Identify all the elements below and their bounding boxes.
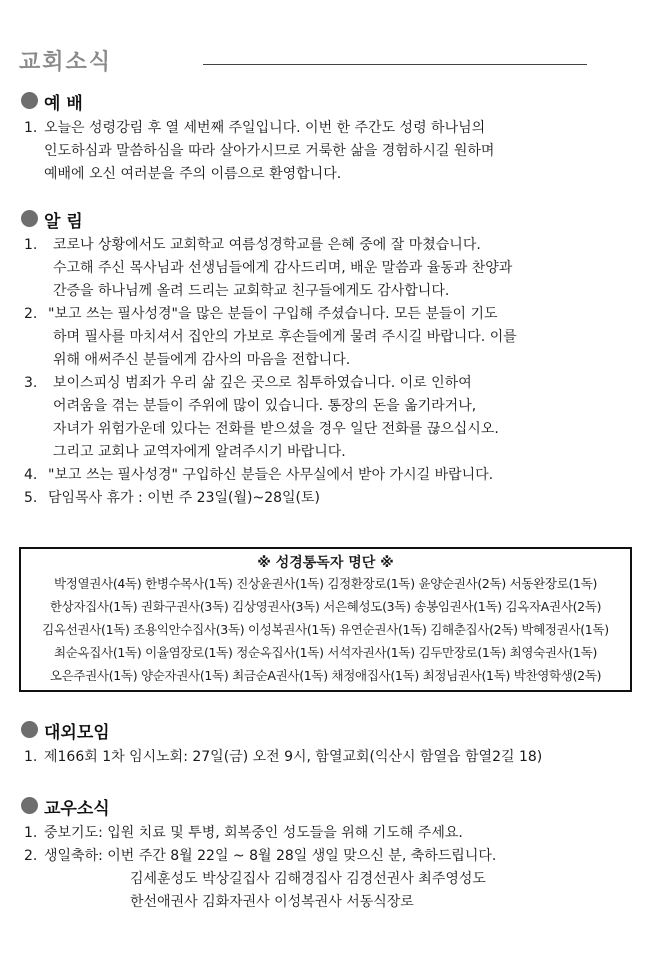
section-external [0,718,655,769]
item-line: 위해 애써주신 분들에게 감사의 마음을 전합니다. [53,352,351,368]
list-item [0,117,655,186]
list-item [0,234,655,303]
page-title: 교회소식 [19,50,113,75]
item-line: 그리고 교회나 교역자에게 알려주시기 바랍니다. [53,444,346,460]
section-members [0,794,655,914]
item-line: 인도하심과 말씀하심을 따라 살아가시므로 거룩한 삶을 경험하시길 원하며 [44,143,495,159]
item-line: 제166회 1차 임시노회: 27일(금) 오전 9시, 함열교회(익산시 함열읍 함열2길 18) [44,749,543,765]
item-line: 한선애권사 김화자권사 이성복권사 서동식장로 [130,894,414,910]
list-item [0,822,655,845]
item-number: 4. [24,467,38,483]
item-number: 1. [24,825,38,841]
section-header [0,89,655,113]
section-notices [0,207,655,510]
item-number: 3. [24,375,38,391]
box-row: 최순옥집사(1독) 이율염장로(1독) 정순옥집사(1독) 서석자권사(1독) 김두만장로(1독) 최영숙권사(1독) [53,645,598,660]
box-row: 박정열권사(4독) 한병수목사(1독) 진상윤권사(1독) 김정환장로(1독) 윤양순권사(2독) 서동완장로(1독) [53,576,598,591]
item-line: 보이스피싱 범죄가 우리 삶 깊은 곳으로 침투하였습니다. 이로 인하여 [53,375,472,391]
section-worship [0,89,655,186]
item-line: 생일축하: 이번 주간 8월 22일 ~ 8월 28일 생일 맞으신 분, 축하드립니다. [44,848,497,864]
item-line: 중보기도: 입원 치료 및 투병, 회복중인 성도들을 위해 기도해 주세요. [44,825,463,841]
section-bullet-icon [21,92,38,109]
item-line: "보고 쓰는 필사성경"을 많은 분들이 구입해 주셨습니다. 모든 분들이 기도 [48,306,498,322]
bible-reading-box [19,547,632,692]
box-row: 오은주권사(1독) 양순자권사(1독) 최금순A권사(1독) 채정애집사(1독) 최정님권사(1독) 박찬영학생(2독) [49,668,602,683]
item-number: 2. [24,306,38,322]
item-line: 예배에 오신 여러분을 주의 이름으로 환영합니다. [44,166,342,182]
box-row: 한상자집사(1독) 권화구권사(3독) 김상영권사(3독) 서은혜성도(3독) 송봉임권사(1독) 김옥자A권사(2독) [49,599,602,614]
list-item [0,372,655,464]
item-line: 수고해 주신 목사님과 선생님들에게 감사드리며, 배운 말씀과 율동과 찬양과 [53,260,513,276]
section-header [0,718,655,742]
section-title: 대외모임 [44,723,110,743]
section-bullet-icon [21,721,38,738]
item-line: "보고 쓰는 필사성경" 구입하신 분들은 사무실에서 받아 가시길 바랍니다. [48,467,494,483]
item-number: 2. [24,848,38,864]
item-line: 담임목사 휴가 : 이번 주 23일(월)~28일(토) [48,490,320,506]
list-item [0,487,655,510]
section-title: 예 배 [44,94,83,114]
item-number: 1. [24,120,38,136]
section-title: 교우소식 [44,799,110,819]
list-item [0,845,655,914]
section-bullet-icon [21,797,38,814]
box-row: 김옥선권사(1독) 조용익안수집사(3독) 이성복권사(1독) 유연순권사(1독) 김해춘집사(2독) 박혜정권사(1독) [42,622,609,637]
section-bullet-icon [21,210,38,227]
section-header [0,794,655,818]
box-title: ※ 성경통독자 명단 ※ [257,555,394,571]
section-header [0,207,655,231]
item-number: 5. [24,490,38,506]
list-item [0,464,655,487]
item-number: 1. [24,237,38,253]
item-line: 간증을 하나님께 올려 드리는 교회학교 친구들에게도 감사합니다. [53,283,450,299]
item-line: 김세훈성도 박상길집사 김해경집사 김경선권사 최주영성도 [130,871,486,887]
item-line: 코로나 상황에서도 교회학교 여름성경학교를 은혜 중에 잘 마쳤습니다. [53,237,481,253]
title-divider [203,64,587,65]
item-line: 하며 필사를 마치셔서 집안의 가보로 후손들에게 물려 주시길 바랍니다. 이를 [53,329,517,345]
list-item [0,303,655,372]
item-line: 오늘은 성령강림 후 열 세번째 주일입니다. 이번 한 주간도 성령 하나님의 [44,120,486,136]
item-line: 어려움을 겪는 분들이 주위에 많이 있습니다. 통장의 돈을 옮기라거나, [53,398,477,414]
item-line: 자녀가 위험가운데 있다는 전화를 받으셨을 경우 일단 전화를 끊으십시오. [53,421,499,437]
section-title: 알 림 [44,212,83,232]
list-item [0,746,655,769]
item-number: 1. [24,749,38,765]
